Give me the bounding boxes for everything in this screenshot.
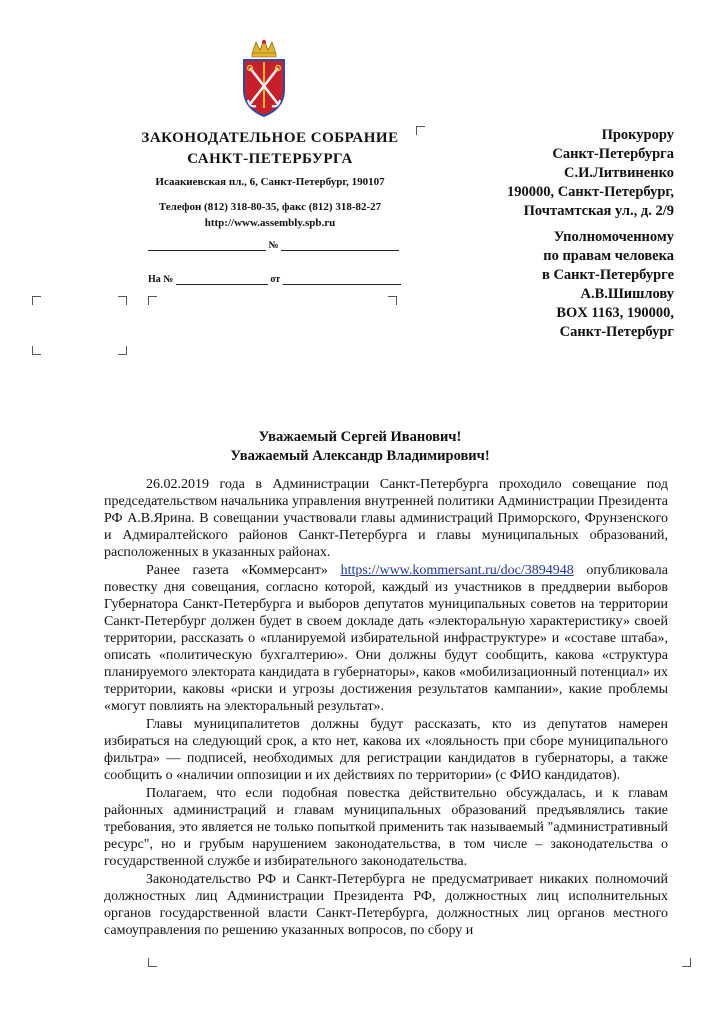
addressee-line: Уполномоченному: [553, 229, 674, 245]
organization-name-line2: САНКТ-ПЕТЕРБУРГА: [187, 151, 353, 167]
addressee-line: BOX 1163, 190000,: [556, 305, 674, 321]
organization-name-line1: ЗАКОНОДАТЕЛЬНОЕ СОБРАНИЕ: [141, 130, 399, 146]
header-corner-right: [388, 296, 397, 305]
addressee-line: Прокурору: [601, 127, 674, 143]
addressee-line: Санкт-Петербурга: [552, 146, 674, 162]
organization-website: http://www.assembly.spb.ru: [204, 217, 336, 229]
organization-contacts: [120, 199, 420, 231]
body-paragraph-2-end: опубликовала повестку дня совещания, согласно которой, каждый из участников в преддверии выборов Губернатора Санкт-Петербурга и выборов депутатов муниципальных советов на территории Санкт-Петербург должен будет в своем докладе дать «электоральную характеристику» своей территории, рассказать о «планируемой избирательной инфраструктуре» и «составе штаба», описать «политическую бухгалтерию». Они должны будут сообщить, какова «структура планируемого электората кандидата в губернаторы», каков «мобилизационный потенциал» их территории, каковы «риски и угрозы достижения результатов кампании», какие проблемы «могут повлиять на электоральный результат».: [104, 563, 669, 714]
addressee-ombudsman: [414, 228, 674, 342]
organization-address: Исаакиевская пл., 6, Санкт-Петербург, 190107: [155, 176, 385, 188]
body-paragraph-4: Полагаем, что если подобная повестка действительно обсуждалась, и к главам районных администраций и главам муниципальных образований предъявлялись такие требования, это является не только попыткой применить так называемый "административный ресурс", но и грубым нарушением законодательства, в том числе – законодательства о государственной службе и избирательного законодательства.: [104, 786, 668, 869]
reference-date-blank: [283, 274, 401, 285]
addressee-line: А.В.Шишлову: [580, 286, 674, 302]
reference-from-label: от: [270, 274, 281, 285]
kommersant-article-link[interactable]: https://www.kommersant.ru/doc/3894948: [340, 563, 574, 578]
number-label: №: [268, 240, 279, 251]
window-corner-top-right: [118, 296, 127, 305]
date-blank: [148, 240, 266, 251]
addressee-line: Почтамтская ул., д. 2/9: [523, 203, 674, 219]
salutation-line2: Уважаемый Александр Владимирович!: [230, 448, 490, 464]
footer-corner-right: [682, 958, 691, 967]
coat-of-arms-emblem: [238, 38, 290, 120]
reference-number-blank: [176, 274, 268, 285]
reference-line: [148, 274, 401, 285]
letter-body: [104, 476, 668, 940]
body-paragraph-2: [104, 562, 668, 715]
body-paragraph-5: Законодательство РФ и Санкт-Петербурга не предусматривает никаких полномочий должностных лиц Администрации Президента РФ, должностных лиц исполнительных органов государственной власти Санкт-Петербурга, должностных лиц органов местного самоуправления по решению указанных вопросов, по сбору и: [104, 872, 668, 938]
addressee-prosecutor: [414, 126, 674, 221]
body-paragraph-2-start: Ранее газета «Коммерсант»: [146, 563, 341, 578]
salutation: [0, 428, 720, 466]
window-corner-top-left: [32, 296, 41, 305]
header-corner-left: [148, 296, 157, 305]
organization-phone: Телефон (812) 318-80-35, факс (812) 318-82-27: [158, 201, 382, 213]
window-corner-bottom-right: [118, 346, 127, 355]
addressee-line: по правам человека: [543, 248, 674, 264]
addressee-line: С.И.Литвиненко: [563, 165, 674, 181]
addressee-line: в Санкт-Петербурге: [541, 267, 674, 283]
body-paragraph-1: 26.02.2019 года в Администрации Санкт-Петербурга проходило совещание под председательством начальника управления внутренней политики Администрации Президента РФ А.В.Ярина. В совещании участвовали главы администраций Приморского, Фрунзенского и Адмиралтейского районов Санкт-Петербурга и главы муниципальных образований, расположенных в указанных районах.: [104, 477, 668, 560]
addressee-line: Санкт-Петербург: [559, 324, 674, 340]
addressee-line: 190000, Санкт-Петербург,: [506, 184, 674, 200]
window-corner-bottom-left: [32, 346, 41, 355]
organization-name: [120, 128, 420, 170]
body-paragraph-3: Главы муниципалитетов должны будут рассказать, кто из депутатов намерен избираться на следующий срок, а кто нет, какова их «лояльность при сборе муниципального фильтра» — подписей, необходимых для регистрации кандидатов в губернаторы, а также сообщить о «наличии оппозиции и их действиях по территории» (с ФИО кандидатов).: [104, 717, 668, 783]
outgoing-number-line: [148, 240, 399, 251]
salutation-line1: Уважаемый Сергей Иванович!: [258, 429, 462, 445]
reference-number-label: На №: [148, 274, 174, 285]
footer-corner-left: [148, 958, 157, 967]
number-blank: [281, 240, 399, 251]
